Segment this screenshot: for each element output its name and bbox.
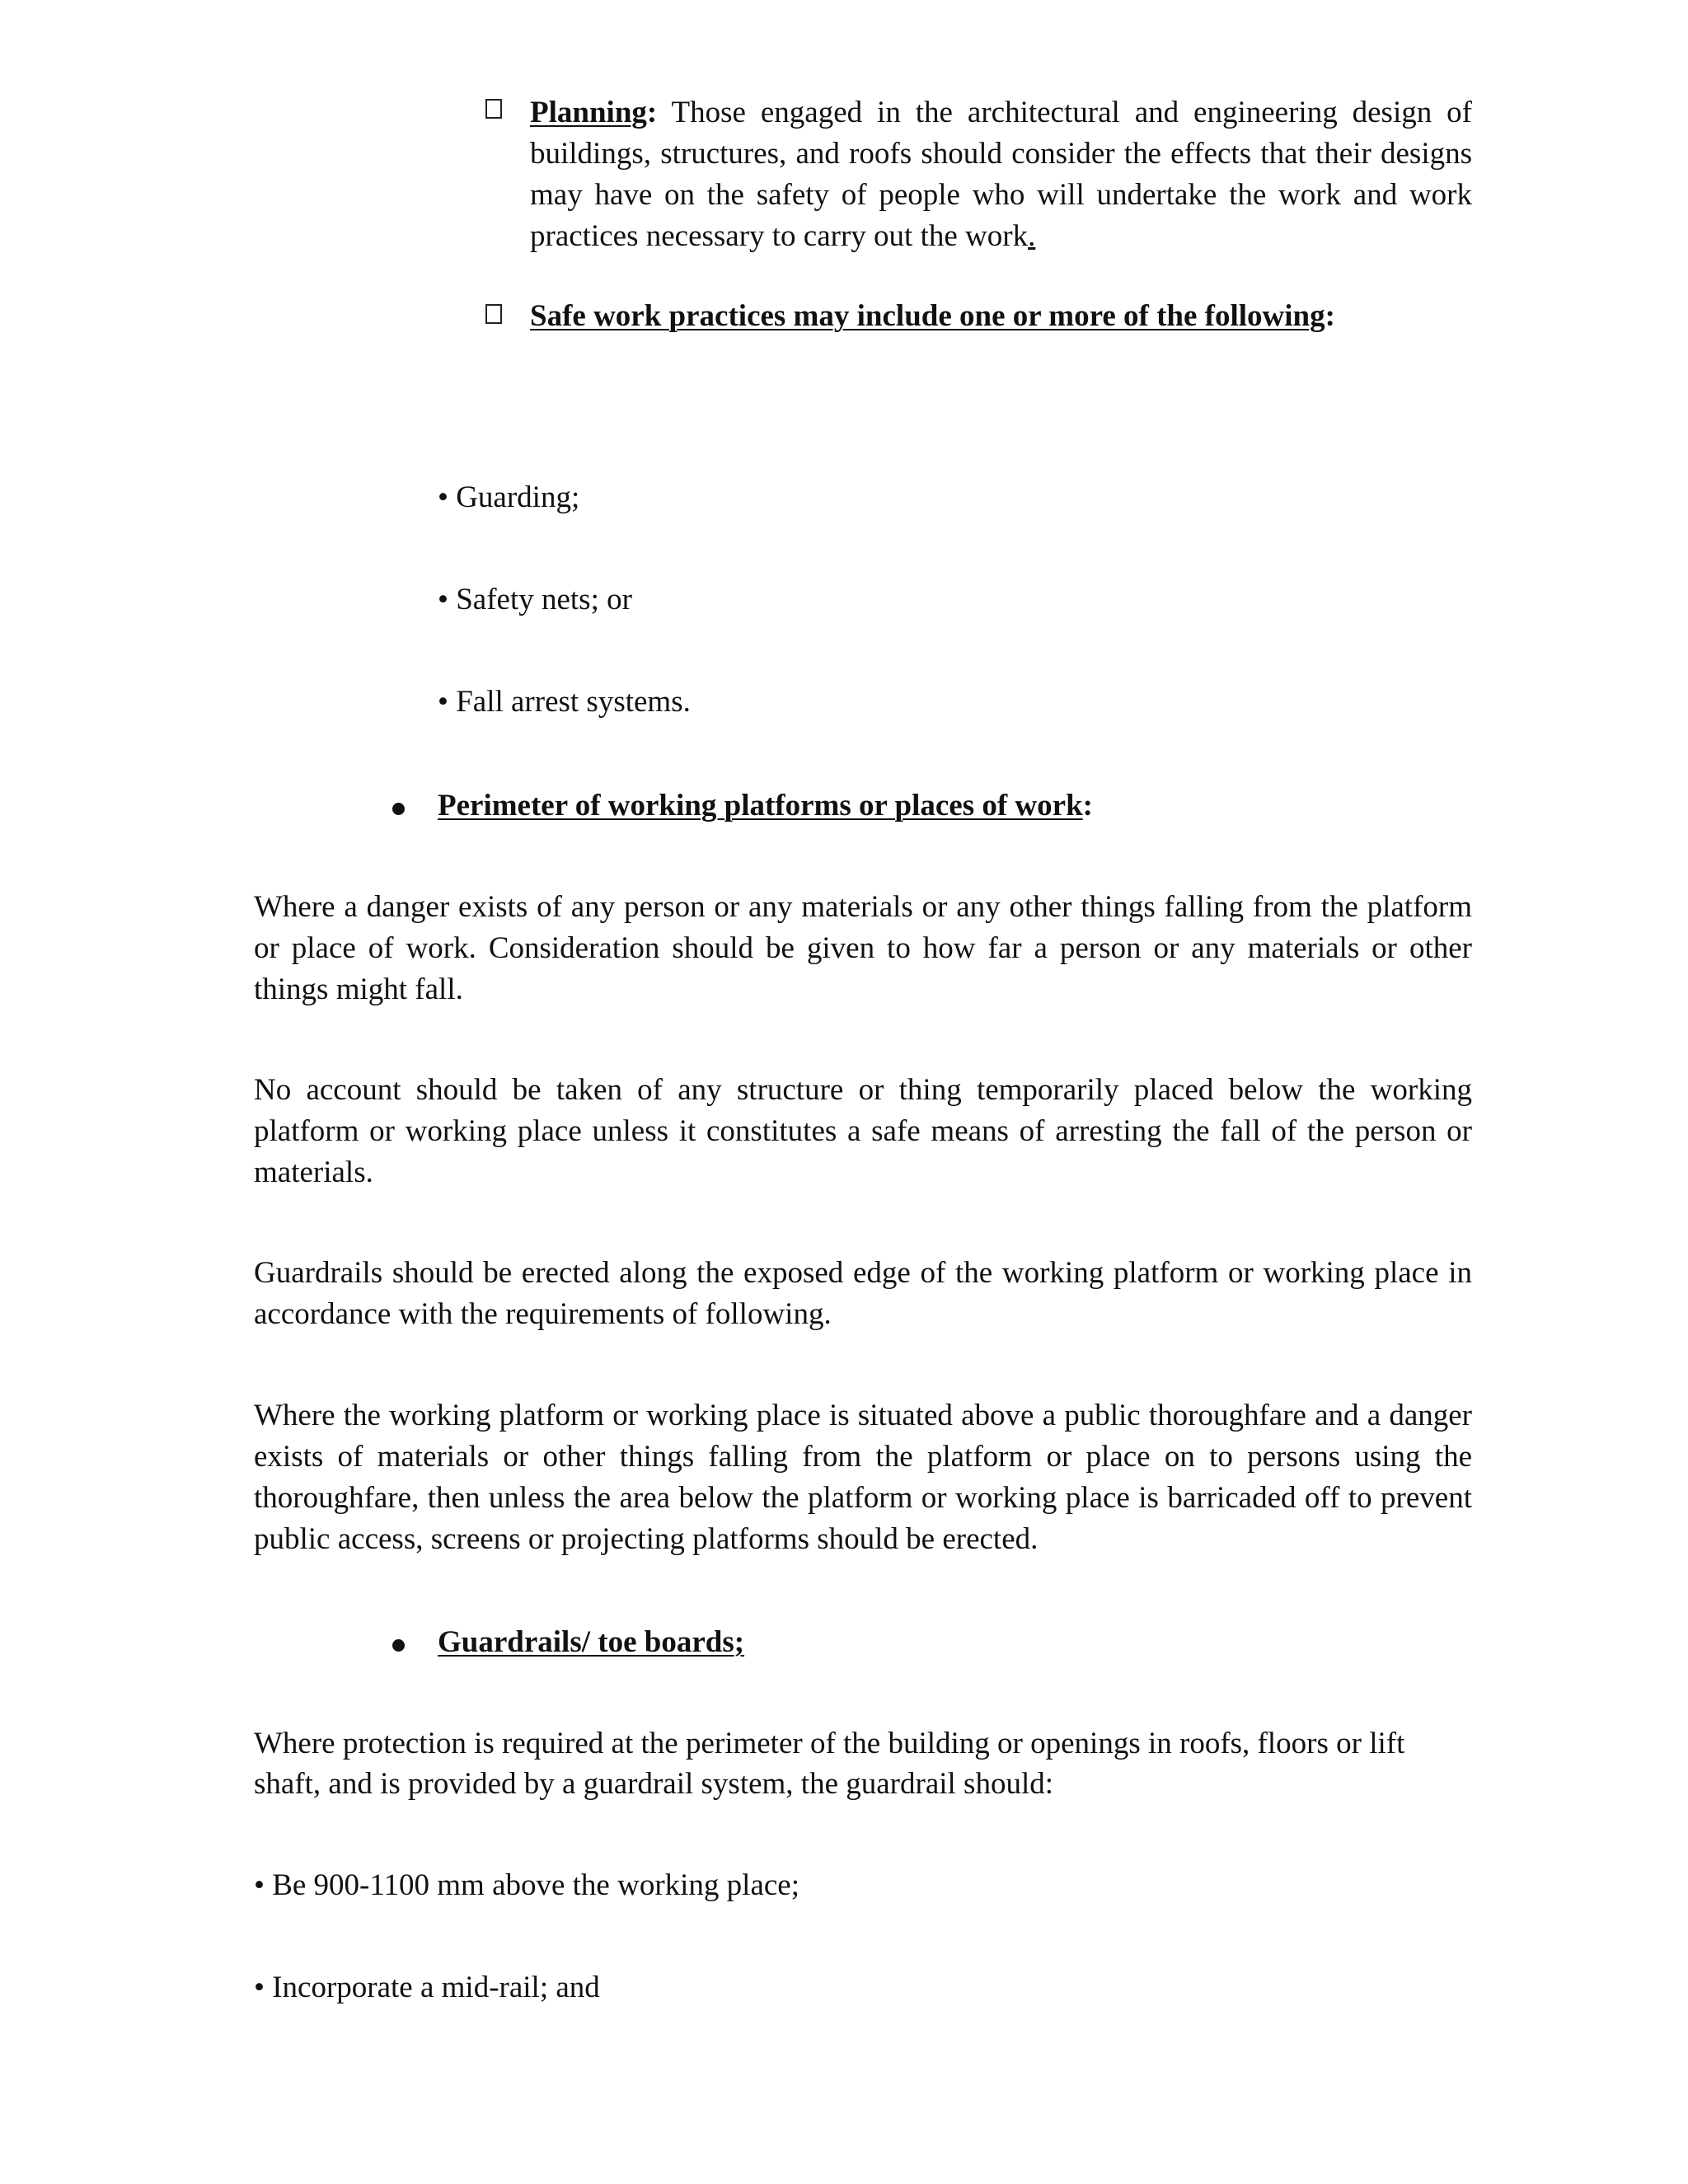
guardrails-intro-line-2: shaft, and is provided by a guardrail system, the guardrail should: <box>254 1767 1054 1801</box>
perimeter-heading: Perimeter of working platforms or places of work <box>438 789 1083 823</box>
planning-heading: Planning <box>530 96 647 129</box>
planning-colon: : <box>646 96 658 129</box>
list-item: • Incorporate a mid-rail; and <box>254 1971 600 2004</box>
list-item: • Be 900-1100 mm above the working place; <box>254 1868 800 1902</box>
safe-work-heading-line <box>530 296 1335 337</box>
checkbox-icon <box>485 99 502 119</box>
perimeter-paragraph-1: Where a danger exists of any person or any materials or any other things falling from the platform or place of work. Consideration should be given to how far a person or any materials or other things might fall. <box>254 890 1472 1006</box>
list-item: • Guarding; <box>438 480 580 514</box>
perimeter-heading-line <box>438 785 1093 827</box>
planning-end: . <box>1028 219 1036 253</box>
perimeter-colon: : <box>1082 789 1093 823</box>
perimeter-paragraph-3: Guardrails should be erected along the exposed edge of the working platform or working place in accordance with the requirements of following. <box>254 1256 1472 1331</box>
list-item: • Fall arrest systems. <box>438 685 691 719</box>
checkbox-icon <box>485 304 502 324</box>
safe-work-colon: : <box>1325 299 1335 333</box>
planning-paragraph <box>530 92 1472 257</box>
guardrails-intro-line-1: Where protection is required at the perimeter of the building or openings in roofs, floors or lift <box>254 1727 1405 1760</box>
bullet-icon <box>392 1639 405 1652</box>
safe-work-heading: Safe work practices may include one or more of the following <box>530 299 1325 333</box>
guardrails-heading-line <box>438 1622 744 1663</box>
perimeter-paragraph-2: No account should be taken of any structure or thing temporarily placed below the working platform or working place unless it constitutes a safe means of arresting the fall of the person or materials. <box>254 1073 1472 1189</box>
perimeter-paragraph-4: Where the working platform or working place is situated above a public thoroughfare and a danger exists of materials or other things falling from the platform or place on to persons using the thoroughfare, then unless the area below the platform or working place is barricaded off to prevent public access, screens or projecting platforms should be erected. <box>254 1399 1472 1556</box>
list-item: • Safety nets; or <box>438 583 632 616</box>
guardrails-heading: Guardrails/ toe boards; <box>438 1625 745 1659</box>
bullet-icon <box>392 803 405 815</box>
planning-text: Those engaged in the architectural and engineering design of buildings, structures, and roofs should consider the effects that their designs may have on the safety of people who will undertake the work and work practices necessary to carry out the work <box>530 96 1472 253</box>
